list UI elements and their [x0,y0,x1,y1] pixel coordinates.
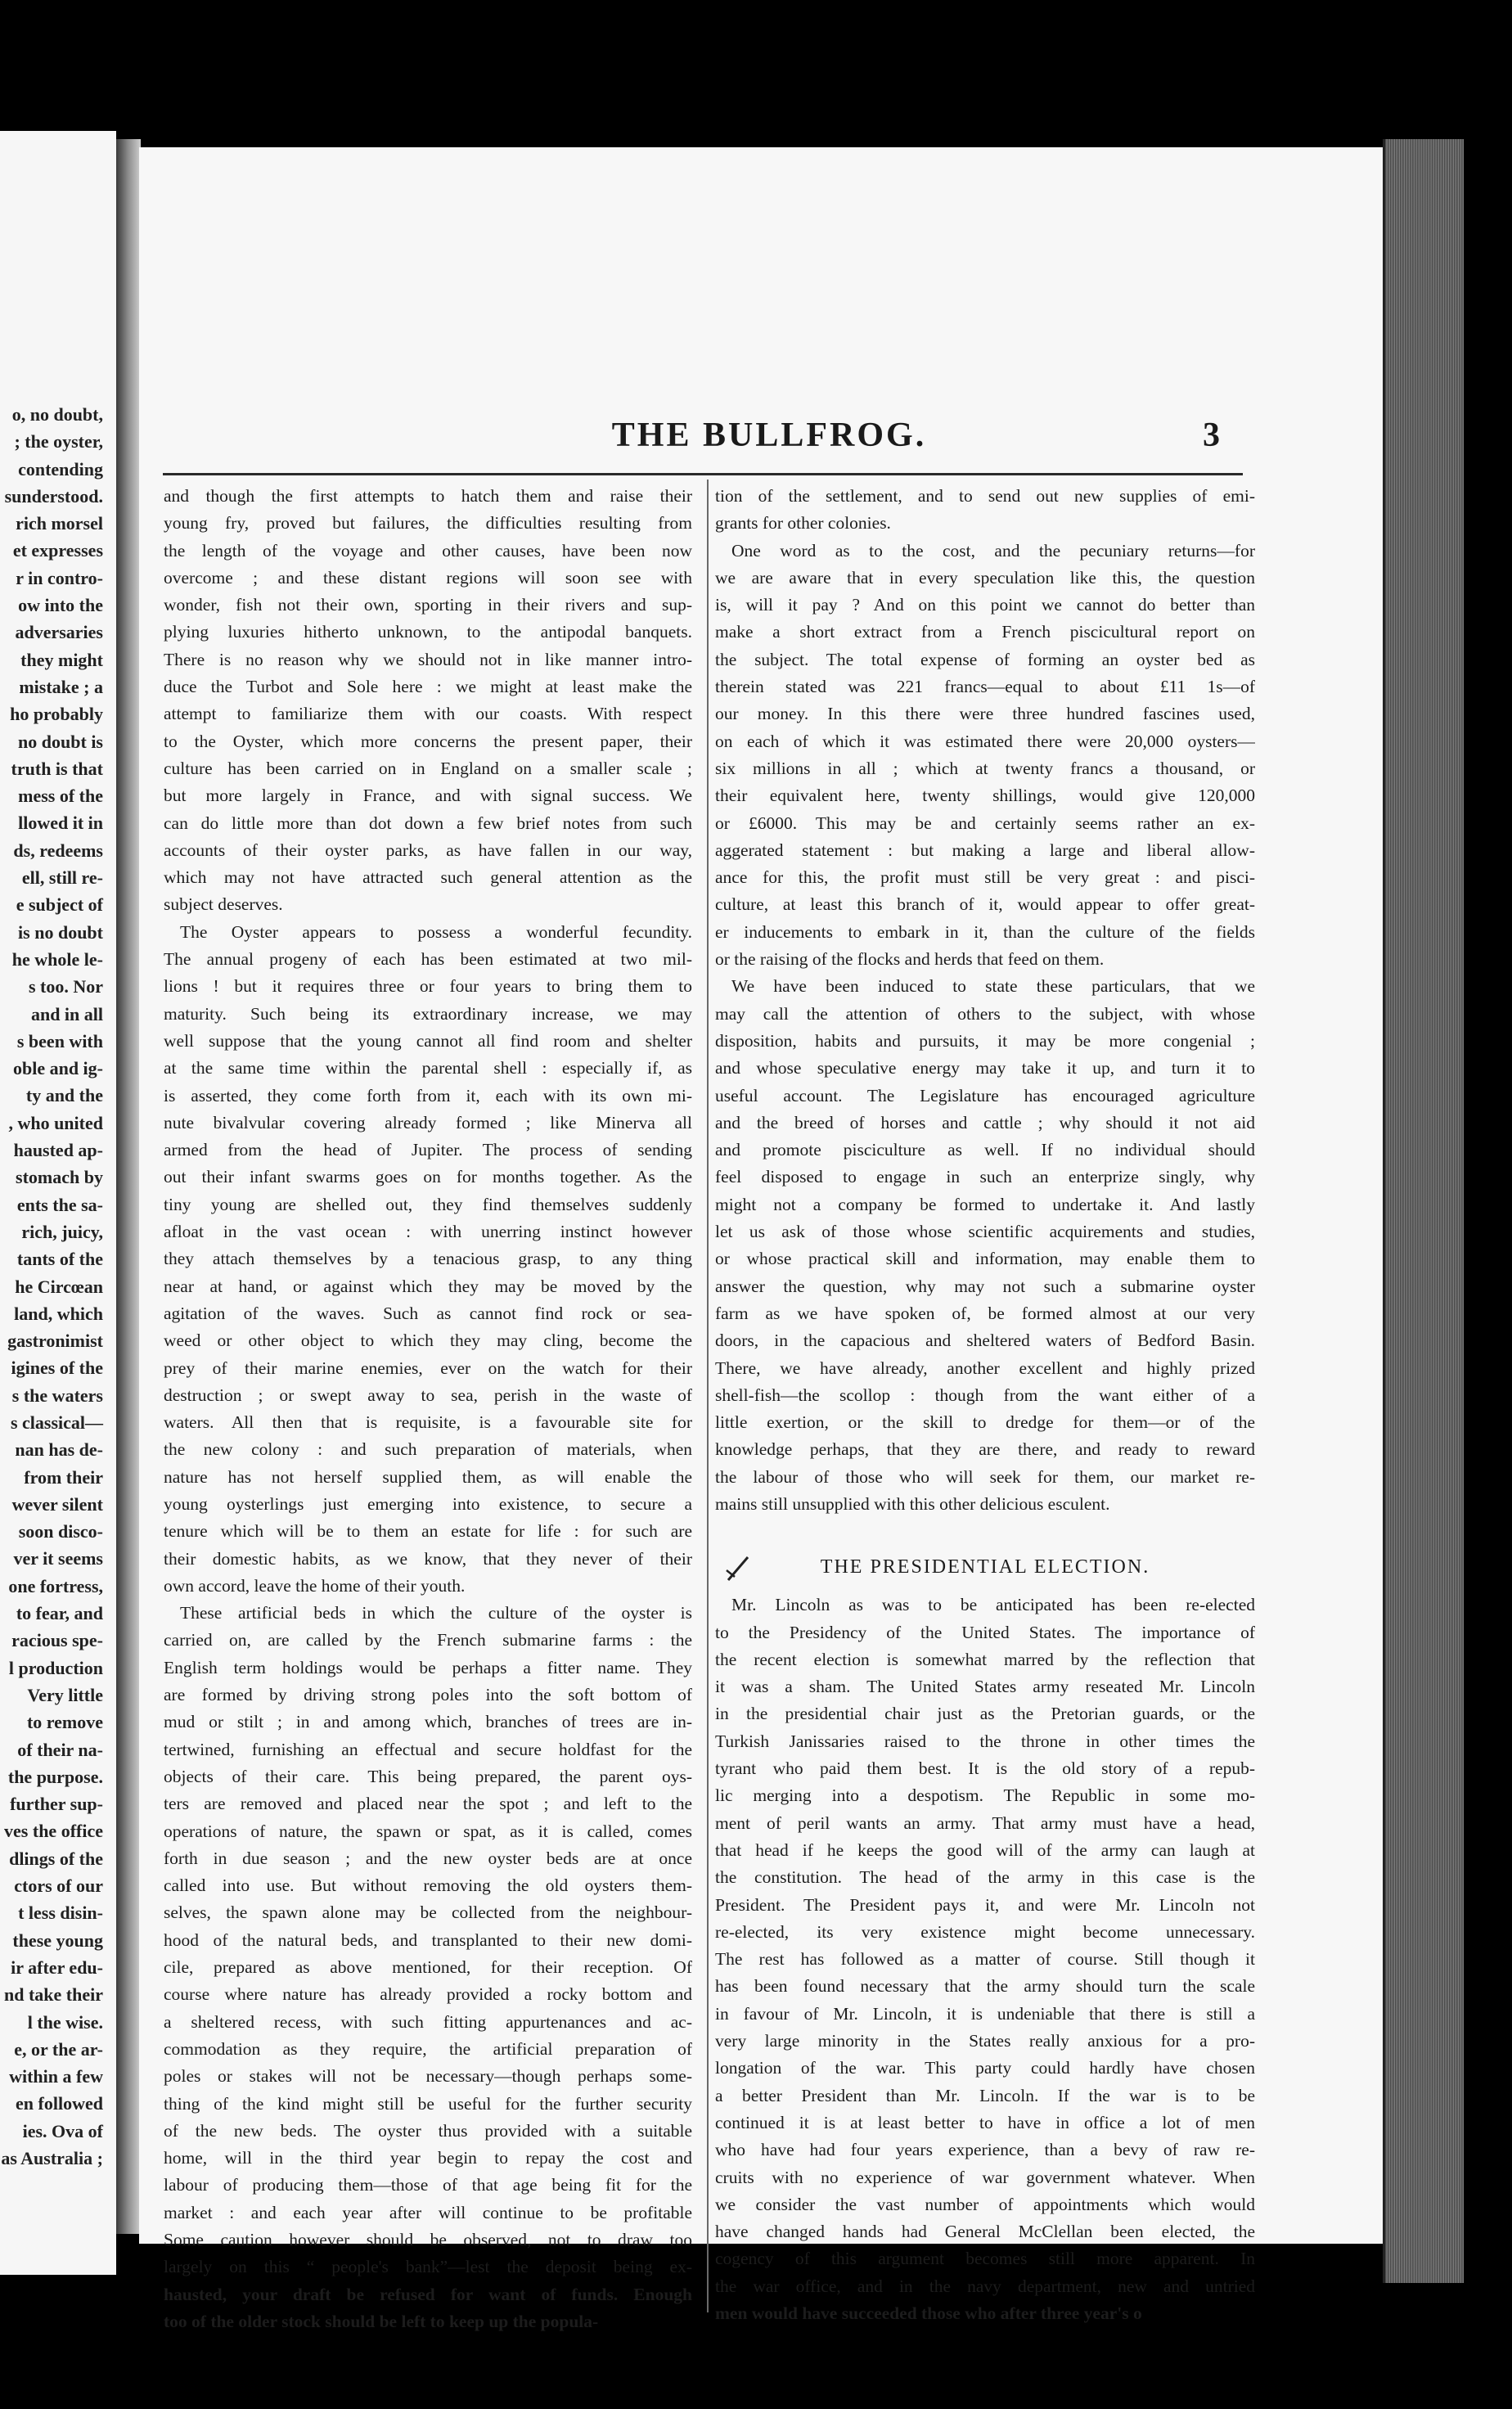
previous-page-line: as Australia ; [1,2148,103,2168]
text-line: The Oyster appears to possess a wonderful fecundity. [180,921,692,942]
previous-page-line: adversaries [15,622,103,643]
page-header [139,416,1397,457]
text-line: knowledge perhaps, that they are there, and ready to reward [715,1439,1255,1460]
text-line: ance for this, the profit must still be very great : and pisci- [715,867,1255,888]
text-line: The annual progeny of each has been estimated at two mil- [164,949,692,970]
text-line: and the breed of horses and cattle ; why should it not aid [715,1112,1255,1132]
previous-page-line: ho probably [10,704,103,725]
text-line: There is no reason why we should not in like manner intro- [164,649,692,669]
running-title: THE BULLFROG. [611,417,927,454]
text-line: lions ! but it requires three or four years to bring them to [164,976,692,997]
text-line: mains still unsupplied with this other delicious esculent. [715,1493,1110,1514]
text-line: and whose speculative energy may take it up, and turn it to [715,1058,1255,1078]
previous-page-line: dlings of the [9,1848,103,1869]
previous-page-line: l production [8,1657,103,1678]
text-line: that head if he keeps the good will of the army can laugh at [715,1839,1255,1860]
previous-page-line: oble and ig- [12,1058,103,1079]
text-line: weed or other object to which they may cling, become the [164,1331,692,1351]
text-line: forth in due season ; and the new oyster beds are at once [164,1848,692,1868]
previous-page-line: wever silent [11,1493,103,1515]
previous-page-line: e subject of [16,894,103,916]
text-line: afloat in the vast ocean : with unerring instinct however [164,1222,692,1242]
text-line: are formed by driving strong poles into the soft bottom of [164,1685,692,1705]
text-line: near at hand, or against which they may be moved by the [164,1276,692,1296]
previous-page-line: rich, juicy, [21,1221,103,1242]
previous-page-line: ents the sa- [16,1194,103,1215]
text-line: wonder, fish not their own, sporting in their rivers and sup- [164,595,692,615]
text-line: armed from the head of Jupiter. The process of sending [164,1140,692,1160]
text-line: and promote pisciculture as well. If no individual should [715,1140,1255,1160]
text-line: of the new beds. The oyster thus provided with a suitable [164,2120,692,2141]
previous-page-line: o, no doubt, [11,404,103,425]
text-line: We have been induced to state these particulars, that we [731,976,1255,997]
text-line: largely on this “ people's bank”—lest the deposit being ex- [164,2257,692,2277]
text-line: mud or stilt ; in and among which, branches of trees are in- [164,1712,692,1732]
text-line: aggerated statement : but making a large and liberal allow- [715,840,1255,860]
book-gutter [116,139,141,2234]
text-line: overcome ; and these distant regions will soon see with [164,567,692,588]
text-line: on each of which it was estimated there were 20,000 oysters— [715,731,1255,751]
text-line: it was a sham. The United States army reseated Mr. Lincoln [715,1677,1255,1697]
text-line: answer the question, why may not such a submarine oyster [715,1276,1255,1296]
previous-page-line: et expresses [12,540,103,561]
text-line: prey of their marine enemies, ever on the watch for their [164,1358,692,1378]
previous-page-line: , who united [8,1112,103,1133]
previous-page-line: ver it seems [13,1548,103,1569]
previous-page-line: Very little [27,1684,103,1705]
text-line: six millions in all ; which at twenty francs a thousand, or [715,758,1255,778]
header-rule [163,473,1243,475]
text-line: English term holdings would be perhaps a fitter name. They [164,1657,692,1677]
text-line: culture has been carried on in England on a smaller scale ; [164,758,692,778]
text-line: which may not have attracted such general attention as the [164,867,692,888]
book-fore-edge [1383,139,1464,2283]
text-line: hausted, your draft be refused for want of funds. Enough [164,2284,692,2304]
text-line: tion of the settlement, and to send out new supplies of emi- [715,486,1255,506]
text-line: subject deserves. [164,894,283,915]
previous-page-line: rich morsel [16,513,103,534]
text-line: objects of their care. This being prepared, the parent oys- [164,1766,692,1786]
text-line: tyrant who paid them best. It is the old story of a repub- [715,1758,1255,1779]
previous-page-line: the purpose. [7,1766,103,1787]
text-line: course where nature has already provided a rocky bottom and [164,1984,692,2005]
previous-page-line: s been with [16,1030,103,1051]
previous-page-line: en followed [16,2093,103,2114]
text-line: destruction ; or swept away to sea, perish in the waste of [164,1385,692,1405]
previous-page-line: ies. Ova of [22,2120,103,2141]
text-line: our money. In this there were three hundred fascines used, [715,704,1255,724]
previous-page-line: truth is that [11,758,103,779]
text-line: the labour of those who will seek for them, our market re- [715,1466,1255,1487]
text-line: disposition, habits and pursuits, it may be more congenial ; [715,1030,1255,1051]
previous-page-line: nan has de- [15,1439,103,1461]
text-line: has been found necessary that the army should turn the scale [715,1976,1255,1997]
text-line: home, will in the third year begin to repay the cost and [164,2148,692,2168]
text-line: to the Oyster, which more concerns the present paper, their [164,731,692,751]
text-line: The rest has followed as a matter of course. Still though it [715,1949,1255,1970]
text-line: One word as to the cost, and the pecuniary returns—for [731,540,1255,561]
newspaper-page [139,147,1397,2331]
text-line: the recent election is somewhat marred by the reflection that [715,1649,1255,1669]
text-line: to the Presidency of the United States. The importance of [715,1622,1255,1642]
text-line: tenure which will be to them an estate for life : for such are [164,1521,692,1542]
text-line: operations of nature, the spawn or spat, as it is called, comes [164,1821,692,1841]
text-line: lic merging into a despotism. The Republic in some mo- [715,1785,1255,1806]
text-line: tiny young are shelled out, they find themselves suddenly [164,1194,692,1214]
previous-page-line: is no doubt [18,921,103,943]
previous-page-line: gastronimist [7,1331,103,1352]
previous-page-line: l the wise. [27,2011,103,2033]
text-line: farm as we have spoken of, be formed almost at our very [715,1303,1255,1323]
previous-page-line: t less disin- [18,1902,103,1924]
page-number: 3 [1203,417,1220,454]
text-line: young oysterlings just emerging into existence, to secure a [164,1493,692,1514]
previous-page-line: further sup- [10,1794,103,1815]
previous-page-line: these young [12,1929,103,1951]
election-article [715,1592,1255,2327]
text-line: or whose practical skill and information, may enable them to [715,1249,1255,1269]
text-line: make a short extract from a French piscicultural report on [715,622,1255,642]
text-line: very large minority in the States really anxious for a pro- [715,2031,1255,2051]
text-line: out their infant swarms goes on for months together. As the [164,1167,692,1187]
text-line: selves, the spawn alone may be collected from the neighbour- [164,1902,692,1923]
column-divider [707,480,709,2312]
text-line: the subject. The total expense of forming an oyster bed as [715,649,1255,669]
text-line: a sheltered recess, with such fitting appurtenances and ac- [164,2011,692,2032]
previous-page-line: and in all [30,1003,103,1024]
previous-page-line: s classical— [10,1412,103,1433]
oyster-article-continuation [715,483,1255,1518]
text-line: grants for other colonies. [715,513,891,534]
previous-page-line: ty and the [25,1085,103,1106]
text-line: have changed hands had General McClellan been elected, the [715,2222,1255,2242]
previous-page-line: e, or the ar- [14,2038,103,2060]
text-line: accounts of their oyster parks, as have fallen in our way, [164,840,692,860]
previous-page-line: they might [20,649,103,670]
text-line: may call the attention of others to the subject, with whose [715,1003,1255,1024]
text-line: the war office, and in the navy department, new and untried [715,2276,1255,2296]
text-line: culture, at least this branch of it, would appear to offer great- [715,894,1255,915]
section-heading [715,1542,1255,1592]
previous-page-line: mess of the [18,786,103,807]
text-line: re-elected, its very existence might become unnecessary. [715,1921,1255,1942]
previous-page-line: r in contro- [16,567,103,588]
previous-page-line: ctors of our [14,1875,103,1897]
text-line: or £6000. This may be and certainly seems rather an ex- [715,813,1255,833]
text-line: Mr. Lincoln as was to be anticipated has been re-elected [731,1595,1255,1615]
previous-page-line: mistake ; a [19,676,103,697]
text-line: nute bivalvular covering already formed ; like Minerva all [164,1112,692,1132]
text-line: might not a company be formed to undertake it. And lastly [715,1194,1255,1214]
previous-page-line: ow into the [18,595,103,616]
previous-page-line: hausted ap- [13,1140,103,1161]
text-line: who have had four years experience, than a bevy of raw re- [715,2140,1255,2160]
text-line: hood of the natural beds, and transplanted to their new domi- [164,1929,692,1950]
text-line: little exertion, or the skill to dredge for them—or of the [715,1412,1255,1433]
text-line: er inducements to embark in it, than the culture of the fields [715,921,1255,942]
previous-page-line: of their na- [17,1739,103,1760]
text-line: at the same time within the parental shell : especially if, as [164,1058,692,1078]
previous-page-line: ir after edu- [11,1956,103,1978]
text-line: doors, in the capacious and sheltered waters of Bedford Basin. [715,1331,1255,1351]
text-line: is, will it pay ? And on this point we cannot do better than [715,595,1255,615]
previous-page-line: contending [18,458,103,480]
previous-page-text [0,401,103,2172]
previous-page-line: from their [24,1466,103,1488]
text-line: or the raising of the flocks and herds that feed on them. [715,949,1105,970]
text-line: their domestic habits, as we know, that they never of their [164,1548,692,1569]
text-line: can do little more than dot down a few brief notes from such [164,813,692,833]
previous-page-line: to fear, and [16,1603,103,1624]
previous-page-line: land, which [14,1303,103,1324]
previous-page-line: soon disco- [18,1521,103,1542]
text-line: nature has not herself supplied them, as will enable the [164,1466,692,1487]
text-line: These artificial beds in which the culture of the oyster is [180,1603,692,1623]
previous-page-line: ds, redeems [13,840,103,861]
text-line: carried on, are called by the French submarine farms : the [164,1630,692,1650]
text-line: young fry, proved but failures, the difficulties resulting from [164,513,692,534]
text-line: plying luxuries hitherto unknown, to the antipodal banquets. [164,622,692,642]
text-line: men would have succeeded those who after three year's o [715,2303,1142,2323]
text-line: the length of the voyage and other causes, have been now [164,540,692,561]
previous-page-line: s the waters [11,1385,103,1406]
text-line: ters are removed and placed near the spot ; and left to the [164,1794,692,1814]
previous-page-line: igines of the [11,1358,103,1379]
text-line: President. The President pays it, and were Mr. Lincoln not [715,1894,1255,1915]
text-line: cile, prepared as above mentioned, for their reception. Of [164,1957,692,1978]
text-line: tertwined, furnishing an effectual and secure holdfast for the [164,1739,692,1759]
text-line: in the presidential chair just as the Pretorian guards, or the [715,1704,1255,1724]
left-column [164,483,692,2335]
previous-page-line: he Circœan [15,1276,103,1297]
text-line: cruits with no experience of war government whatever. When [715,2167,1255,2187]
text-line: let us ask of those whose scientific acquirements and studies, [715,1222,1255,1242]
text-line: they attach themselves by a tenacious grasp, to any thing [164,1249,692,1269]
text-line: is asserted, they come forth from it, each with its own mi- [164,1085,692,1105]
previous-page-line: racious spe- [11,1630,103,1651]
previous-page-line: s too. Nor [28,976,103,997]
text-line: labour of producing them—those of that age being fit for the [164,2175,692,2195]
text-line: longation of the war. This party could hardly have chosen [715,2058,1255,2078]
right-column [715,483,1255,2327]
text-line: market : and each year after will continue to be profitable [164,2202,692,2222]
previous-page-sliver [0,131,116,2275]
text-line: commodation as they require, the artificial preparation of [164,2038,692,2059]
text-line: we consider the vast number of appointments which would [715,2194,1255,2214]
text-line: There, we have already, another excellent and highly prized [715,1358,1255,1378]
text-line: and though the first attempts to hatch them and raise their [164,486,692,506]
text-line: continued it is at least better to have in office a lot of men [715,2112,1255,2132]
section-title: THE PRESIDENTIAL ELECTION. [820,1556,1150,1578]
previous-page-line: one fortress, [8,1575,103,1596]
text-line: the constitution. The head of the army in this case is the [715,1867,1255,1888]
previous-page-line: ell, still re- [21,867,103,889]
text-line: Turkish Janissaries raised to the throne in other times the [715,1731,1255,1751]
previous-page-line: sunderstood. [4,485,103,507]
text-line: the new colony : and such preparation of materials, when [164,1439,692,1460]
previous-page-line: tants of the [16,1249,103,1270]
text-line: their equivalent here, twenty shillings, would give 120,000 [715,786,1255,806]
text-line: in favour of Mr. Lincoln, it is undeniable that there is still a [715,2003,1255,2024]
previous-page-line: within a few [9,2066,103,2087]
text-line: we are aware that in every speculation like this, the question [715,567,1255,588]
pen-mark-icon [723,1552,756,1585]
text-line: agitation of the waves. Such as cannot find rock or sea- [164,1303,692,1323]
previous-page-line: ves the office [4,1821,103,1842]
previous-page-line: ; the oyster, [14,431,103,453]
text-line: ment of peril wants an army. That army must have a head, [715,1812,1255,1833]
text-line: well suppose that the young cannot all find room and shelter [164,1030,692,1051]
text-line: shell-fish—the scollop : though from the want either of a [715,1385,1255,1405]
text-line: poles or stakes will not be necessary—though perhaps some- [164,2066,692,2087]
text-line: therein stated was 221 francs—equal to about £11 1s—of [715,677,1255,697]
text-line: feel disposed to engage in such an enterprize singly, why [715,1167,1255,1187]
previous-page-line: nd take their [4,1984,103,2006]
previous-page-line: no doubt is [18,731,103,752]
previous-page-line: to remove [26,1712,103,1733]
text-line: useful account. The Legislature has encouraged agriculture [715,1085,1255,1105]
text-line: a better President than Mr. Lincoln. If the war is to be [715,2085,1255,2105]
text-line: waters. All then that is requisite, is a favourable site for [164,1412,692,1433]
text-line: Some caution however should be observed, not to draw too [164,2230,692,2249]
text-line: maturity. Such being its extraordinary increase, we may [164,1003,692,1024]
text-line: too of the older stock should be left to keep up the popula- [164,2311,599,2331]
text-line: own accord, leave the home of their youth. [164,1575,466,1596]
text-line: cogency of this argument becomes still more apparent. In [715,2249,1255,2269]
previous-page-line: stomach by [16,1167,103,1188]
text-line: but more largely in France, and with signal success. We [164,786,692,806]
text-line: attempt to familiarize them with our coasts. With respect [164,704,692,724]
previous-page-line: he whole le- [11,948,103,970]
previous-page-line: llowed it in [18,813,103,834]
text-line: called into use. But without removing the old oysters them- [164,1875,692,1896]
text-line: duce the Turbot and Sole here : we might at least make the [164,677,692,697]
text-line: thing of the kind might still be useful for the further security [164,2093,692,2114]
